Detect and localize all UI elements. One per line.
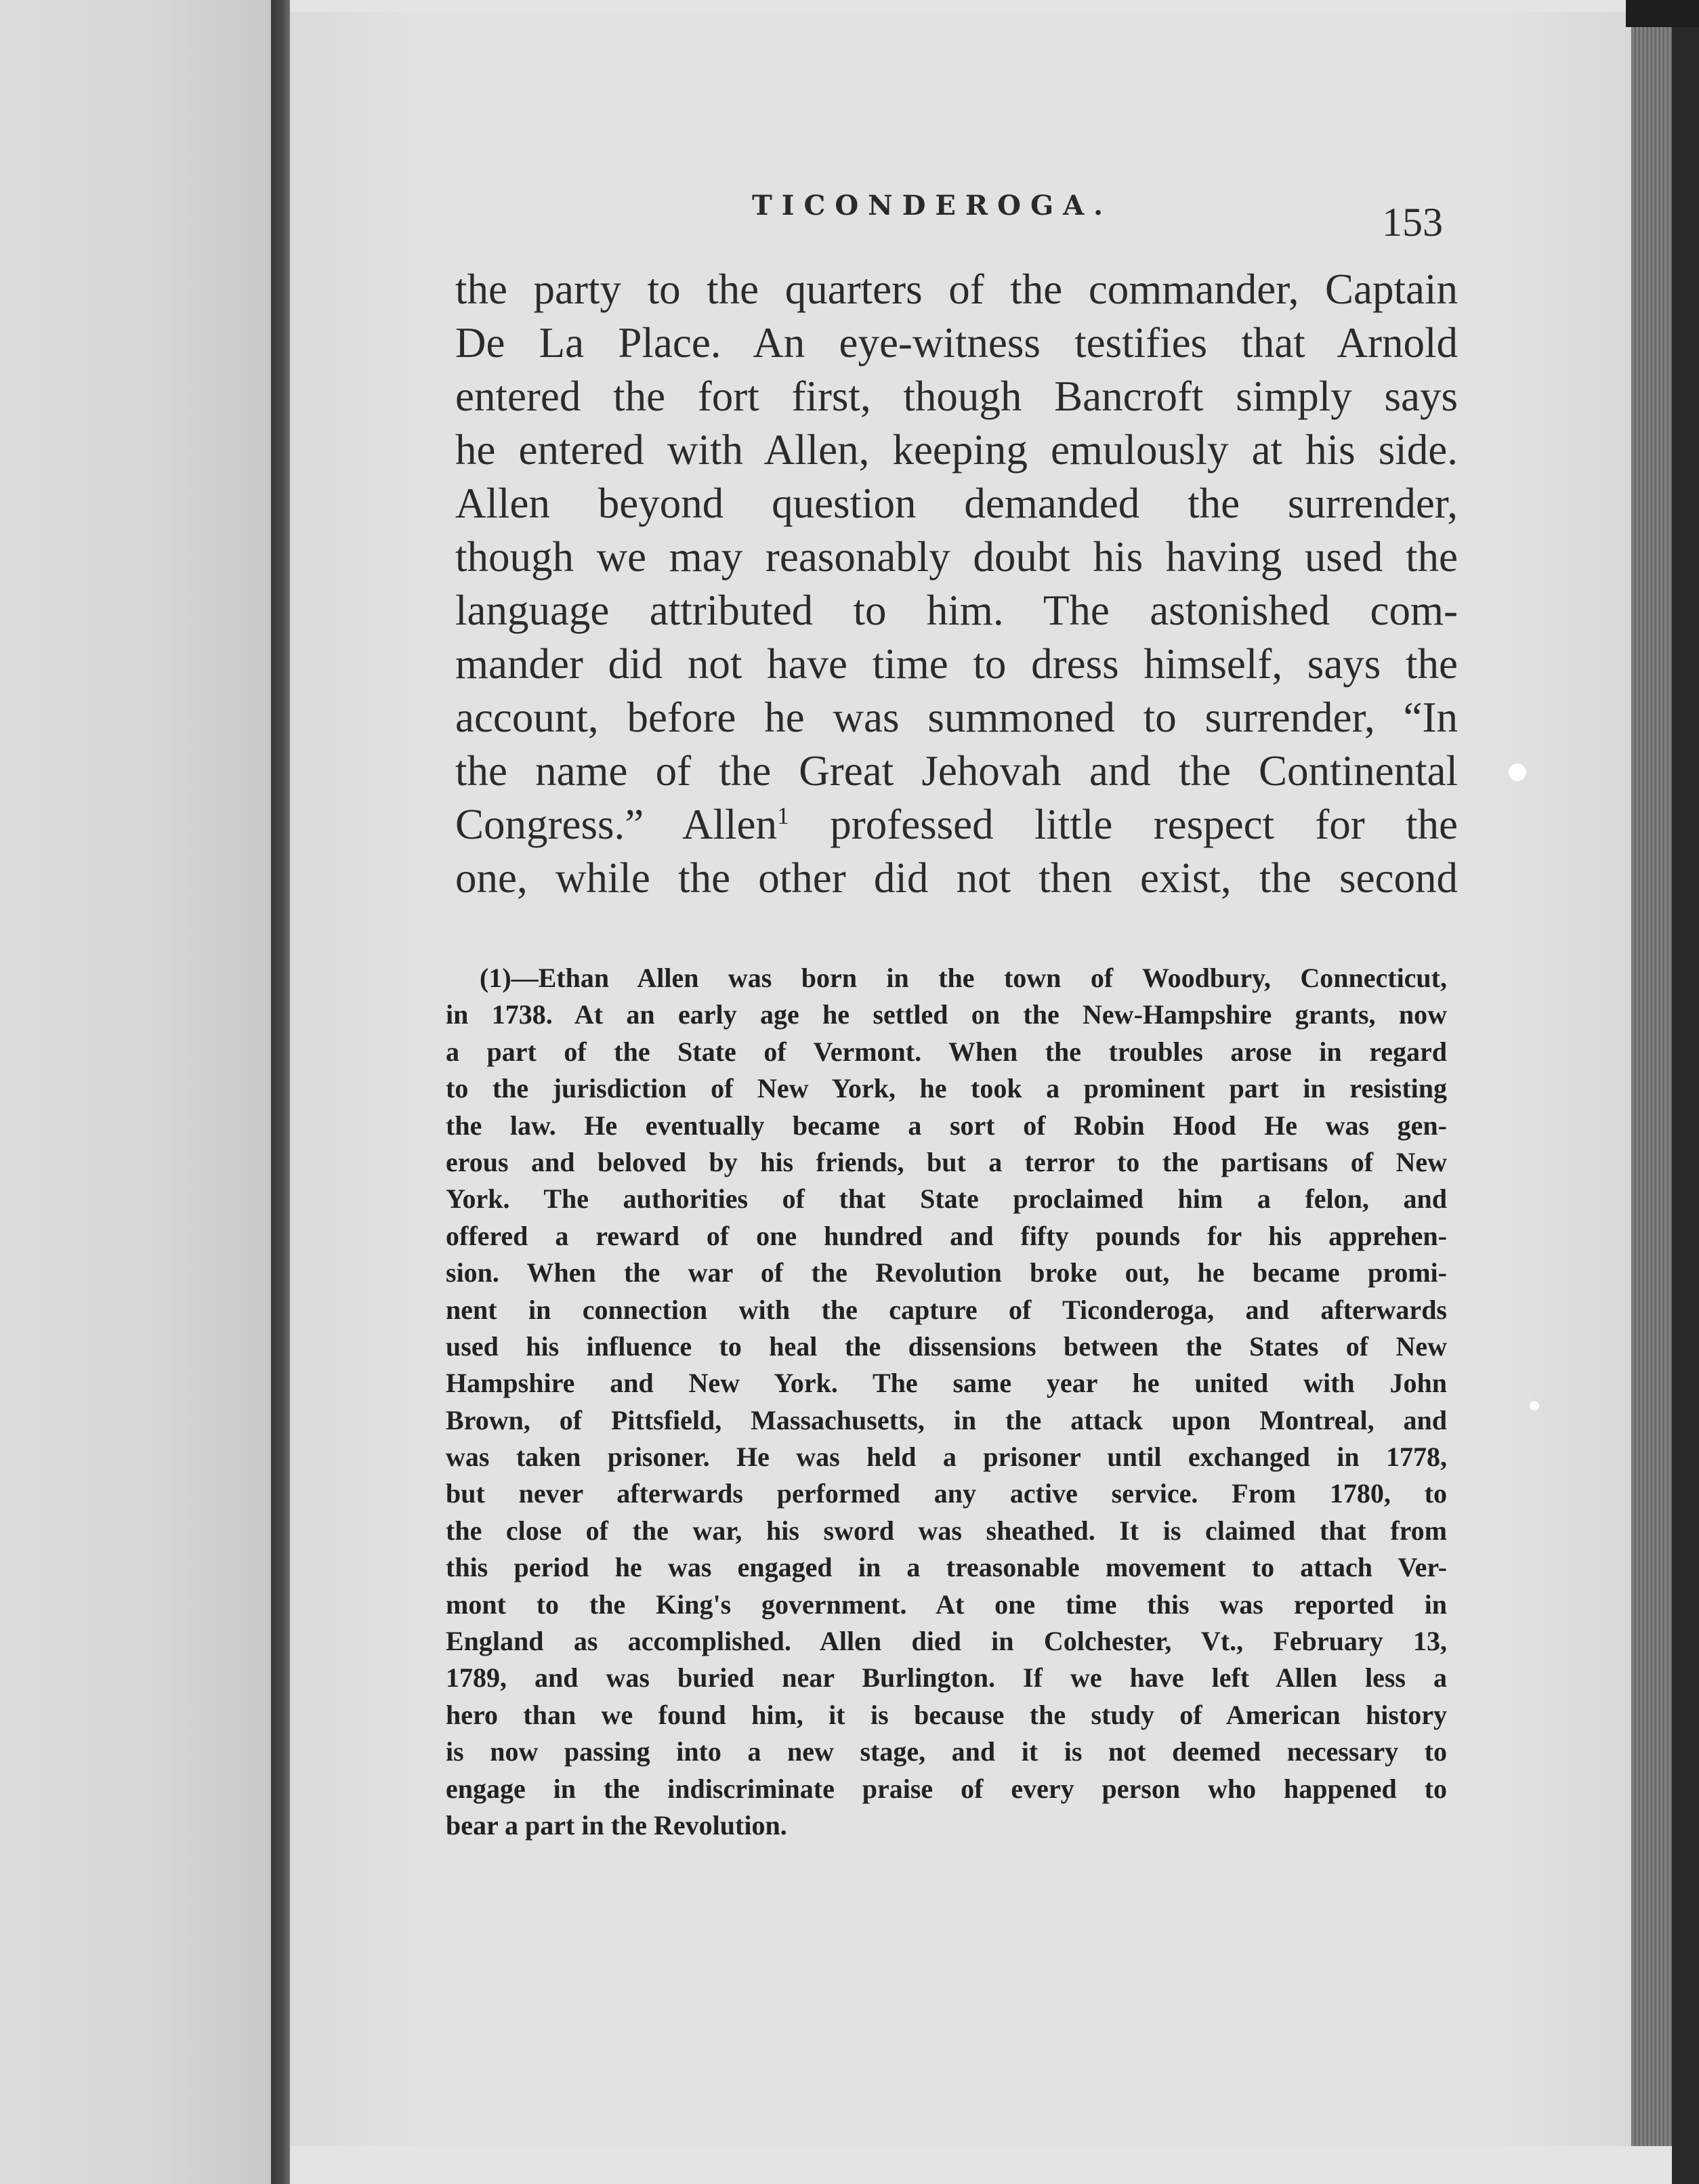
footnote-line: (1)—Ethan Allen was born in the town of Woodbury, Connecticut, <box>480 963 1447 993</box>
footnote-line: the law. He eventually became a sort of Robin Hood He was gen- <box>446 1110 1447 1141</box>
footnote-line: England as accomplished. Allen died in Colchester, Vt., February 13, <box>446 1626 1447 1657</box>
body-line: Allen beyond question demanded the surrender, <box>455 480 1458 527</box>
footnote-line: erous and beloved by his friends, but a terror to the partisans of New <box>446 1146 1447 1177</box>
page-stack-edge <box>1631 12 1672 2146</box>
footnote-line: Brown, of Pittsfield, Massachusetts, in the attack upon Montreal, and <box>446 1404 1447 1435</box>
body-line-part: Congress.” Allen <box>455 801 777 848</box>
scan-border <box>1672 0 1699 2184</box>
scan-corner <box>1626 0 1699 27</box>
body-line-part: professed little respect for the <box>789 801 1458 848</box>
body-line: language attributed to him. The astonished com- <box>455 587 1458 634</box>
body-text <box>455 263 1458 905</box>
footnote-line: this period he was engaged in a treasonable movement to attach Ver- <box>446 1552 1447 1583</box>
footnote-line: offered a reward of one hundred and fifty pounds for his apprehen- <box>446 1220 1447 1251</box>
body-line <box>455 798 1458 852</box>
footnote-line: is now passing into a new stage, and it is not deemed necessary to <box>446 1736 1447 1767</box>
footnote-line: the close of the war, his sword was sheathed. It is claimed that from <box>446 1515 1447 1546</box>
footnote-line: in 1738. At an early age he settled on the New-Hampshire grants, now <box>446 999 1447 1030</box>
footnote-line: a part of the State of Vermont. When the troubles arose in regard <box>446 1036 1447 1067</box>
book-gutter <box>271 0 290 2184</box>
footnote-line: was taken prisoner. He was held a prisoner until exchanged in 1778, <box>446 1442 1447 1473</box>
body-line: though we may reasonably doubt his having used the <box>455 533 1458 581</box>
footnote-marker: 1 <box>776 802 789 829</box>
footnote-line: York. The authorities of that State proclaimed him a felon, and <box>446 1183 1447 1215</box>
facing-page-edge <box>0 0 271 2184</box>
footnote-line: nent in connection with the capture of Ticonderoga, and afterwards <box>446 1294 1447 1325</box>
scan-speck <box>1509 763 1526 781</box>
body-line: the name of the Great Jehovah and the Continental <box>455 747 1458 795</box>
body-line: De La Place. An eye-witness testifies that Arnold <box>455 319 1458 366</box>
running-title: TICONDEROGA. <box>752 190 1113 222</box>
footnote-line: sion. When the war of the Revolution broke out, he became promi- <box>446 1257 1447 1288</box>
body-line: entered the fort first, though Bancroft simply says <box>455 373 1458 420</box>
body-line: one, while the other did not then exist, the second <box>455 854 1458 902</box>
footnote-line: used his influence to heal the dissensions between the States of New <box>446 1330 1447 1362</box>
body-line: he entered with Allen, keeping emulously at his side. <box>455 426 1458 474</box>
footnote-line: engage in the indiscriminate praise of every person who happened to <box>446 1773 1447 1804</box>
footnote-line: bear a part in the Revolution. <box>446 1809 787 1841</box>
footnote-line: hero than we found him, it is because the study of American history <box>446 1699 1447 1730</box>
footnote-line: 1789, and was buried near Burlington. If we have left Allen less a <box>446 1662 1447 1694</box>
footnote-line: Hampshire and New York. The same year he united with John <box>446 1368 1447 1399</box>
footnote-line: mont to the King's government. At one time this was reported in <box>446 1589 1447 1620</box>
body-line: mander did not have time to dress himself, says the <box>455 640 1458 688</box>
body-line: account, before he was summoned to surrender, “In <box>455 694 1458 741</box>
footnote <box>446 960 1447 1844</box>
footnote-line: but never afterwards performed any active service. From 1780, to <box>446 1478 1447 1509</box>
body-line: the party to the quarters of the commander, Captain <box>455 266 1458 313</box>
page-number: 153 <box>1382 200 1443 245</box>
scan-speck <box>1530 1401 1539 1410</box>
footnote-line: to the jurisdiction of New York, he took a prominent part in resisting <box>446 1073 1447 1104</box>
